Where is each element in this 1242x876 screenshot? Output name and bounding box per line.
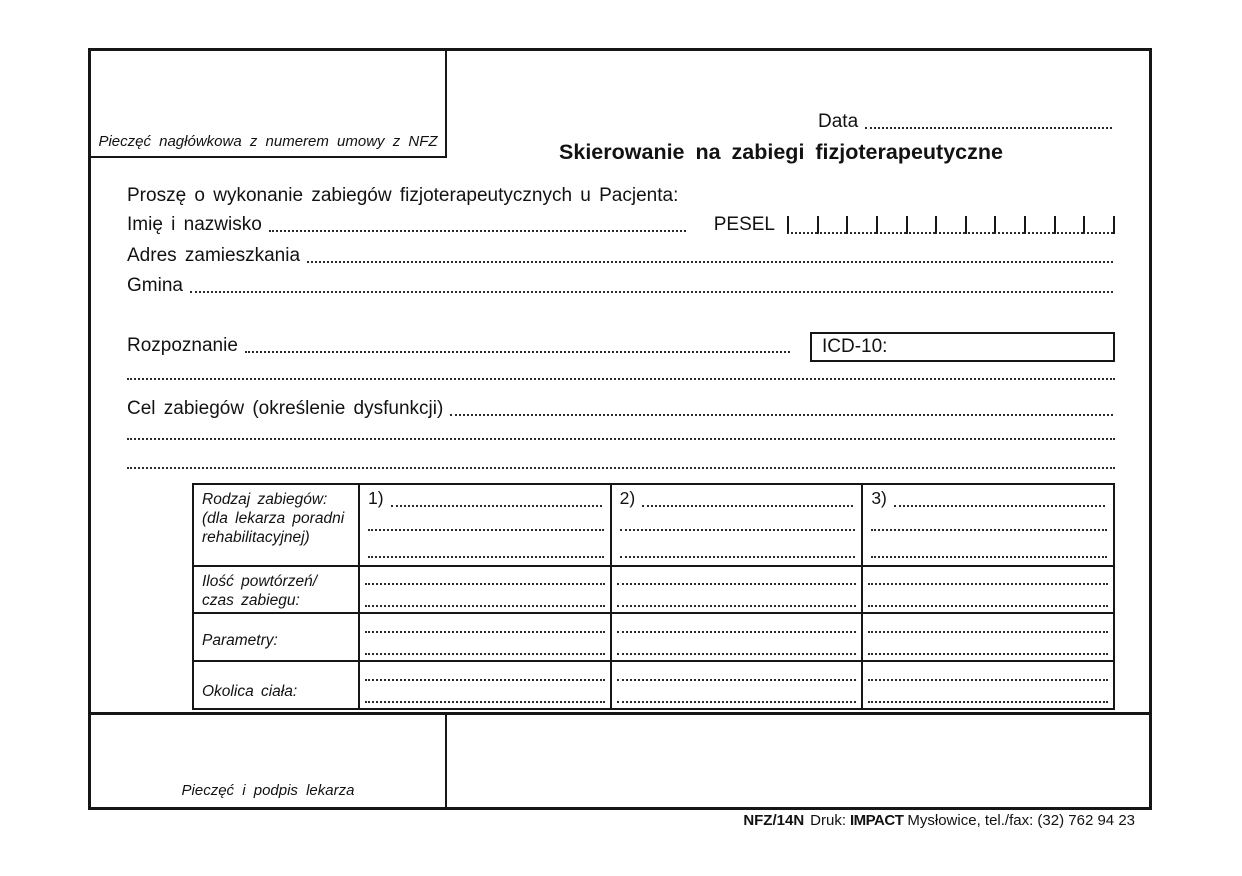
pesel-label: PESEL: [713, 214, 775, 235]
cel-row: [127, 398, 1115, 420]
repetitions-3-cell[interactable]: [861, 565, 1113, 612]
date-label: Data: [818, 111, 859, 132]
pesel-cell[interactable]: [965, 216, 995, 234]
print-label: Druk:: [810, 812, 846, 829]
body-area-1-cell[interactable]: [358, 660, 610, 708]
column-number-2: 2): [619, 488, 636, 508]
body-area-3-cell[interactable]: [861, 660, 1113, 708]
body-area-2-fill-line-1[interactable]: [617, 679, 857, 681]
pesel-cell[interactable]: [1024, 216, 1054, 234]
name-fill-line[interactable]: [269, 230, 686, 232]
cel-extra-fill-line-2[interactable]: [127, 467, 1115, 469]
repetitions-3-fill-line-1[interactable]: [868, 583, 1108, 585]
pesel-cell[interactable]: [1054, 216, 1084, 234]
row-label-parametry: Parametry:: [194, 612, 358, 660]
doctor-stamp-signature-area[interactable]: [91, 715, 447, 807]
form-outer-border: [88, 48, 1152, 810]
repetitions-3-fill-line-2[interactable]: [868, 605, 1108, 607]
treatments-table: [192, 483, 1115, 710]
body-area-2-fill-line-2[interactable]: [617, 701, 857, 703]
signature-section: [91, 712, 1149, 807]
nfz-header-stamp-area[interactable]: [91, 51, 447, 158]
pesel-cell[interactable]: [994, 216, 1024, 234]
pesel-cell[interactable]: [906, 216, 936, 234]
form-title: Skierowanie na zabiegi fizjoterapeutyczne: [559, 140, 1003, 164]
treatment-1-fill-line-3[interactable]: [368, 556, 604, 558]
pesel-cells[interactable]: [787, 216, 1115, 234]
body-area-3-fill-line-1[interactable]: [868, 679, 1108, 681]
signature-label: Pieczęć i podpis lekarza: [181, 782, 355, 799]
parameters-1-fill-line-2[interactable]: [365, 653, 605, 655]
treatment-2-fill-line-3[interactable]: [620, 556, 856, 558]
parameters-2-cell[interactable]: [610, 612, 862, 660]
repetitions-1-fill-line-1[interactable]: [365, 583, 605, 585]
printer-info: Mysłowice, tel./fax: (32) 762 94 23: [907, 812, 1135, 829]
parameters-2-fill-line-2[interactable]: [617, 653, 857, 655]
rozpoznanie-row: [127, 332, 1115, 357]
body-area-1-fill-line-2[interactable]: [365, 701, 605, 703]
repetitions-1-fill-line-2[interactable]: [365, 605, 605, 607]
rozpoznanie-label: Rozpoznanie: [127, 335, 238, 356]
address-fill-line[interactable]: [307, 261, 1113, 263]
treatment-3-fill-line-2[interactable]: [871, 529, 1107, 531]
pesel-cell[interactable]: [787, 216, 817, 234]
treatment-2-fill-line-2[interactable]: [620, 529, 856, 531]
parameters-3-fill-line-1[interactable]: [868, 631, 1108, 633]
cel-label: Cel zabiegów (określenie dysfunkcji): [127, 398, 444, 419]
repetitions-2-fill-line-2[interactable]: [617, 605, 857, 607]
address-row: [127, 245, 1115, 267]
body-area-3-fill-line-2[interactable]: [868, 701, 1108, 703]
printer-name: IMPACT: [850, 812, 904, 829]
row-label-rodzaj-zabiegow: Rodzaj zabiegów: (dla lekarza poradni rehabilitacyjnej): [202, 491, 345, 547]
pesel-cell[interactable]: [846, 216, 876, 234]
parameters-3-cell[interactable]: [861, 612, 1113, 660]
treatment-2-fill-line[interactable]: [642, 505, 853, 507]
repetitions-1-cell[interactable]: [358, 565, 610, 612]
parameters-1-fill-line-1[interactable]: [365, 631, 605, 633]
repetitions-2-fill-line-1[interactable]: [617, 583, 857, 585]
row-label-okolica-ciala: Okolica ciała:: [194, 660, 358, 708]
cel-extra-fill-line-1[interactable]: [127, 438, 1115, 440]
body-area-2-cell[interactable]: [610, 660, 862, 708]
form-code: NFZ/14N: [743, 812, 805, 829]
cel-fill-line[interactable]: [450, 414, 1113, 416]
icd10-label: ICD-10:: [822, 336, 888, 357]
pesel-cell[interactable]: [876, 216, 906, 234]
gmina-fill-line[interactable]: [190, 291, 1113, 293]
pesel-cell[interactable]: [935, 216, 965, 234]
date-fill-line[interactable]: [865, 127, 1112, 129]
pesel-cell[interactable]: [817, 216, 847, 234]
icd10-box[interactable]: [810, 332, 1115, 362]
rozpoznanie-extra-fill-line[interactable]: [127, 378, 1115, 380]
parameters-1-cell[interactable]: [358, 612, 610, 660]
treatment-3-cell[interactable]: [861, 485, 1113, 565]
name-pesel-row: [127, 214, 1115, 236]
treatment-3-fill-line[interactable]: [894, 505, 1105, 507]
body-area-1-fill-line-1[interactable]: [365, 679, 605, 681]
print-footer: [743, 812, 1135, 829]
treatment-3-fill-line-3[interactable]: [871, 556, 1107, 558]
repetitions-2-cell[interactable]: [610, 565, 862, 612]
intro-text: Proszę o wykonanie zabiegów fizjoterapeutycznych u Pacjenta:: [127, 185, 679, 206]
pesel-cell[interactable]: [1083, 216, 1113, 234]
stamp-box-label: Pieczęć nagłówkowa z numerem umowy z NFZ: [98, 133, 438, 150]
intro-line: [127, 185, 1115, 207]
rozpoznanie-fill-line[interactable]: [245, 351, 790, 353]
date-field-row: [818, 111, 1114, 133]
row-label-ilosc-powtorzen: Ilość powtórzeń/ czas zabiegu:: [194, 565, 358, 612]
column-number-3: 3): [871, 488, 887, 508]
parameters-3-fill-line-2[interactable]: [868, 653, 1108, 655]
treatment-1-fill-line[interactable]: [391, 505, 602, 507]
gmina-row: [127, 275, 1115, 297]
gmina-label: Gmina: [127, 275, 183, 296]
parameters-2-fill-line-1[interactable]: [617, 631, 857, 633]
treatment-1-cell[interactable]: [358, 485, 610, 565]
column-number-1: 1): [368, 488, 384, 508]
treatment-2-cell[interactable]: [610, 485, 862, 565]
name-label: Imię i nazwisko: [127, 214, 262, 235]
address-label: Adres zamieszkania: [127, 245, 301, 266]
treatment-1-fill-line-2[interactable]: [368, 529, 604, 531]
